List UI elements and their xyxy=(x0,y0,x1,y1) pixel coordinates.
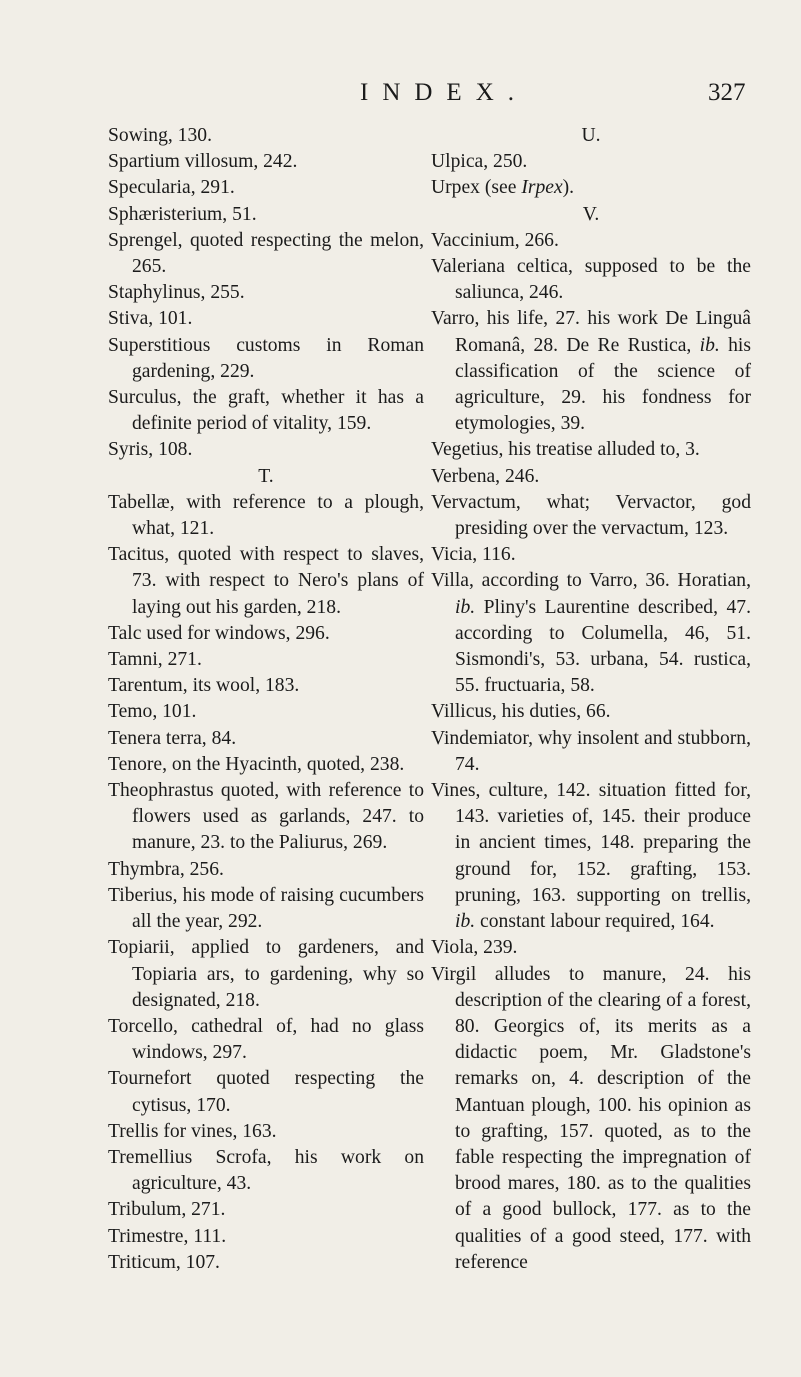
index-entry: Tabellæ, with reference to a plough, what, 121. xyxy=(108,491,424,540)
index-entry: Spartium villosum, 242. xyxy=(108,151,298,173)
left-column xyxy=(108,123,424,1276)
index-entry-vines xyxy=(431,778,751,935)
index-entry: Tremellius Scrofa, his work on agriculture, 43. xyxy=(108,1146,424,1195)
entry-text: Varro, his life, 27. his work De Linguâ Romanâ, 28. De Re Rustica, xyxy=(431,308,751,356)
index-entry-urpex xyxy=(431,175,751,201)
index-entry: Tamni, 271. xyxy=(108,649,202,671)
entry-text: ). xyxy=(562,177,575,199)
entry-text: Urpex (see xyxy=(431,177,522,199)
index-entry: Vindemiator, why insolent and stubborn, 74. xyxy=(431,727,751,775)
index-entry: Sphæristerium, 51. xyxy=(108,203,257,225)
index-entry: Torcello, cathedral of, had no glass windows, 297. xyxy=(108,1015,424,1064)
section-letter-t: T. xyxy=(258,465,274,487)
index-entry: Virgil alludes to manure, 24. his description of the clearing of a forest, 80. Georgics of, its merits as a didactic poem, Mr. Gladstone's remarks on, 4. description of the Mantuan plough, 100. his opinion as to grafting, 157. quoted, as to the fable respecting the impregnation of brood mares, 180. as to the qualities of a good bullock, 177. as to the qualities of a good steed, 177. with reference xyxy=(431,963,751,1273)
index-entry: Syris, 108. xyxy=(108,439,193,461)
index-entry: Tenore, on the Hyacinth, quoted, 238. xyxy=(108,753,405,775)
index-entry: Vicia, 116. xyxy=(431,544,516,566)
page-number: 327 xyxy=(708,79,746,106)
index-entry: Villicus, his duties, 66. xyxy=(431,701,611,723)
index-entry-varro xyxy=(431,306,751,437)
section-letter-v: V. xyxy=(582,203,600,225)
index-entry: Tribulum, 271. xyxy=(108,1199,226,1221)
index-entry: Valeriana celtica, supposed to be the saliunca, 246. xyxy=(431,256,751,304)
page-header xyxy=(0,78,801,118)
index-entry: Theophrastus quoted, with reference to flowers used as garlands, 247. to manure, 23. to the Paliurus, 269. xyxy=(108,780,424,854)
index-entry: Trellis for vines, 163. xyxy=(108,1120,277,1142)
index-entry: Vegetius, his treatise alluded to, 3. xyxy=(431,439,700,461)
entry-italic: ib. xyxy=(455,596,476,618)
entry-text: his classification of the science of agriculture, 29. his fondness for etymologies, 39. xyxy=(455,334,751,435)
index-entry: Talc used for windows, 296. xyxy=(108,622,330,644)
index-entry: Temo, 101. xyxy=(108,701,197,723)
index-entry: Staphylinus, 255. xyxy=(108,282,245,304)
index-entry: Specularia, 291. xyxy=(108,177,235,199)
entry-text: Vines, culture, 142. situation fitted for, 143. varieties of, 145. their produce in ancient times, 148. preparing the ground for, 152. grafting, 153. pruning, 163. supporting on trellis, xyxy=(431,780,751,906)
page-title: INDEX. xyxy=(360,79,529,106)
entry-text: Villa, according to Varro, 36. Horatian, xyxy=(431,570,751,592)
index-entry: Sprengel, quoted respecting the melon, 265. xyxy=(108,229,424,278)
entry-italic: ib. xyxy=(699,334,720,356)
index-entry-villa xyxy=(431,568,751,699)
index-entry: Topiarii, applied to gardeners, and Topiaria ars, to gardening, why so designated, 218. xyxy=(108,937,424,1011)
index-entry: Tiberius, his mode of raising cucumbers all the year, 292. xyxy=(108,884,424,933)
index-entry: Surculus, the graft, whether it has a definite period of vitality, 159. xyxy=(108,387,424,435)
index-entry: Tenera terra, 84. xyxy=(108,727,237,749)
section-letter-u: U. xyxy=(581,125,601,146)
index-entry: Stiva, 101. xyxy=(108,308,193,330)
entry-italic: Irpex xyxy=(521,177,563,199)
index-entry: Triticum, 107. xyxy=(108,1251,220,1273)
entry-text: Pliny's Laurentine described, 47. according to Columella, 46, 51. Sismondi's, 53. urbana, 54. rustica, 55. fructuaria, 58. xyxy=(455,596,751,697)
index-entry: Ulpica, 250. xyxy=(431,151,528,173)
index-entry: Verbena, 246. xyxy=(431,465,540,487)
entry-italic: ib. xyxy=(455,911,476,933)
index-entry: Trimestre, 111. xyxy=(108,1225,227,1247)
index-entry: Vaccinium, 266. xyxy=(431,229,559,251)
index-entry: Tarentum, its wool, 183. xyxy=(108,675,300,697)
entry-text: constant labour required, 164. xyxy=(475,911,715,933)
index-entry: Vervactum, what; Vervactor, god presiding over the vervactum, 123. xyxy=(431,491,751,540)
index-entry: Tournefort quoted respecting the cytisus, 170. xyxy=(108,1068,424,1116)
index-entry: Viola, 239. xyxy=(431,937,518,959)
index-entry: Sowing, 130. xyxy=(108,125,212,146)
index-entry: Thymbra, 256. xyxy=(108,858,224,880)
index-entry: Tacitus, quoted with respect to slaves, 73. with respect to Nero's plans of laying out his garden, 218. xyxy=(108,544,424,618)
index-entry: Superstitious customs in Roman gardening, 229. xyxy=(108,334,424,382)
right-column xyxy=(431,123,751,1276)
